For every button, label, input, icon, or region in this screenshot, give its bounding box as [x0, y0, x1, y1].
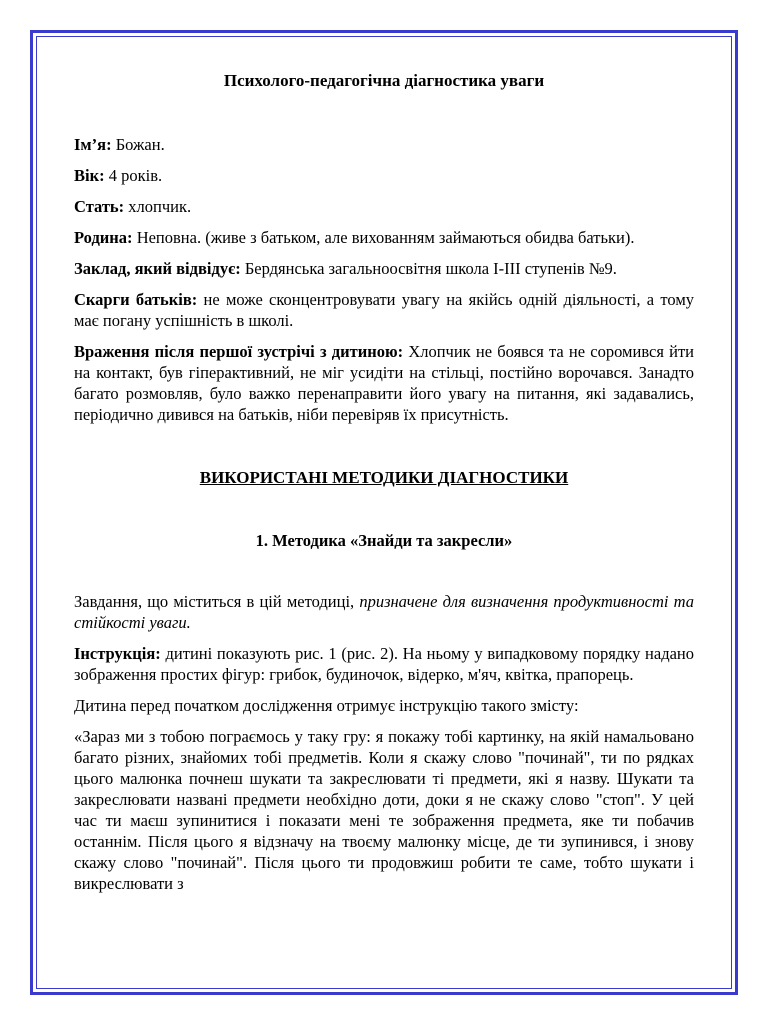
field-age [74, 165, 694, 186]
field-complaints-label: Скарги батьків: [74, 290, 198, 309]
field-school [74, 258, 694, 279]
document-content [74, 66, 694, 894]
task-paragraph [74, 591, 694, 633]
document-title: Психолого-педагогічна діагностика уваги [223, 71, 545, 90]
field-sex-value: хлопчик. [124, 197, 192, 216]
instruction-paragraph [74, 643, 694, 685]
task-text-italic: призначене для визначення продуктивності та стійкості уваги. [74, 592, 694, 632]
pre-text-paragraph: Дитина перед початком дослідження отримує інструкцію такого змісту: [74, 696, 579, 715]
field-age-label: Вік: [74, 166, 105, 185]
task-text: Завдання, що міститься в цій методиці, [74, 592, 360, 611]
field-sex [74, 196, 694, 217]
field-family [74, 227, 694, 248]
field-name-value: Божан. [111, 135, 165, 154]
field-impression [74, 341, 694, 425]
field-name-label: Ім’я: [74, 135, 112, 154]
field-name [74, 134, 694, 155]
quote-paragraph: «Зараз ми з тобою пограємось у таку гру: я покажу тобі картинку, на якій намальовано багато різних, знайомих тобі предметів. Коли я скажу слово "починай", ти по рядках цього малюнка почнеш шукати та закреслювати ті предмети, які я назву. Шукати та закреслювати названі предмети необхідно доти, доки я не скажу слово "стоп". У цей час ти маєш зупинитися і показати мені те зображення предмета, яке ти побачив останнім. Після цього я відзначу на твоєму малюнку місце, де ти зупинився, і знову скажу слово "починай". Після цього ти продовжиш робити те саме, тобто шукати і викреслювати з [74, 727, 694, 893]
field-family-label: Родина: [74, 228, 133, 247]
field-family-value: Неповна. (живе з батьком, але вихованням займаються обидва батьки). [132, 228, 635, 247]
field-school-label: Заклад, який відвідує: [74, 259, 241, 278]
section-heading: ВИКОРИСТАНІ МЕТОДИКИ ДІАГНОСТИКИ [199, 468, 569, 487]
field-school-value: Бердянська загальноосвітня школа І-ІІІ ступенів №9. [240, 259, 617, 278]
field-complaints-value: не може сконцентровувати увагу на якійсь одній діяльності, а тому має погану успішність в школі. [74, 290, 695, 330]
field-age-value: 4 років. [104, 166, 163, 185]
field-impression-label: Враження після першої зустрічі з дитиною: [74, 342, 404, 361]
field-impression-value: Хлопчик не боявся та не соромився йти на контакт, був гіперактивний, не міг усидіти на стільці, постійно ворочався. Занадто багато розмовляв, було важко перенаправити його увагу на питання, які задавались, періодично дивився на батьків, ніби перевіряв їх присутність. [74, 342, 695, 424]
instruction-text: дитині показують рис. 1 (рис. 2). На ньому у випадковому порядку надано зображення простих фігур: грибок, будиночок, відерко, м'яч, квітка, прапорець. [74, 644, 694, 684]
instruction-label: Інструкція: [74, 644, 161, 663]
field-complaints [74, 289, 694, 331]
field-sex-label: Стать: [74, 197, 125, 216]
method-heading: 1. Методика «Знайди та закресли» [255, 531, 513, 550]
